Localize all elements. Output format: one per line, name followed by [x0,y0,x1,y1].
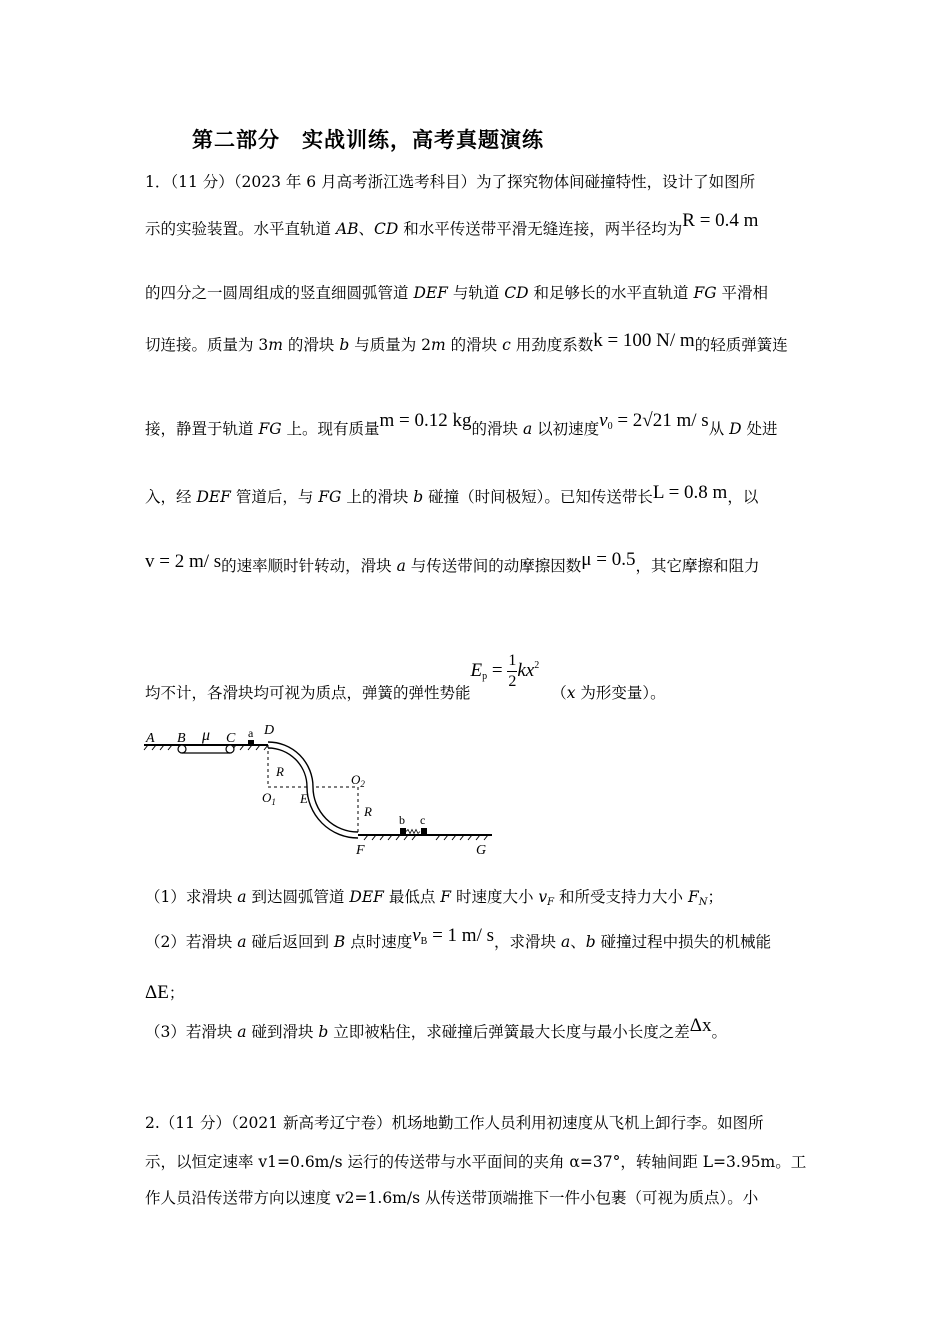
label-c: c [420,813,426,827]
q2-line-3: 作人员沿传送带方向以速度 v2=1.6m/s 从传送带顶端推下一件小包裹（可视为质点）。小 [145,1189,759,1207]
label-B: B [177,731,186,746]
elastic-energy-formula: $E_p$ = $\frac{1}{2}$ $kx^2$ [470,652,540,690]
spring-length-difference-symbol: Δx [689,1015,712,1036]
energy-loss-symbol: ΔE [145,982,169,1003]
label-D: D [264,723,275,738]
mass-equation: m = 0.12 kg [379,410,472,431]
section-title: 第二部分 实战训练，高考真题演练 [192,128,544,152]
label-a: a [248,726,254,740]
return-velocity-equation: $v_B = 1$ m/ s [412,925,495,947]
spring-constant-equation: k = 100 N/ m [593,330,695,351]
label-mu: μ [202,727,211,744]
q1-part-2-cont: ΔE； [145,982,185,1003]
radius-equation: R = 0.4 m [682,210,759,231]
q1-part-2: （2）若滑块 a 碰后返回到 B 点时速度$v_B = 1$ m/ s，求滑块 a、b 碰撞过程中损失的机械能 [145,925,772,951]
q1-line-6: 入，经 DEF 管道后，与 FG 上的滑块 b 碰撞（时间极短）。已知传送带长L = 0.8 m，以 [145,482,759,506]
slider-a [248,740,254,745]
q1-line-1: 1．（11 分）（2023 年 6 月高考浙江选考科目）为了探究物体间碰撞特性，设计了如图所 [145,173,756,191]
belt-length-equation: L = 0.8 m [652,482,728,503]
label-O2: $O_2$ [351,772,365,789]
label-E: E [300,791,308,806]
q1-part-1: （1）求滑块 a 到达圆弧管道 DEF 最低点 F 时速度大小 $v_F$ 和所受支持力大小 $F_N$； [145,888,723,908]
label-O1: $O_1$ [262,790,276,807]
slider-b [400,828,406,835]
q1-line-8: 均不计，各滑块均可视为质点，弹簧的弹性势能$E_p$ = $\frac{1}{2}$ $kx^2(x$ 为形变量）。 [145,652,666,702]
label-G: G [476,843,487,858]
label-R1: R [276,764,284,779]
q1-line-3: 的四分之一圆周组成的竖直细圆弧管道 DEF 与轨道 CD 和足够长的水平直轨道 FG 平滑相 [145,284,769,302]
initial-velocity-equation: $v_0 = 2√21$ m/ s [599,410,709,432]
slider-c [421,828,427,835]
q1-line-5: 接，静置于轨道 FG 上。现有质量m = 0.12 kg的滑块 a 以初速度$v_0 = 2√21$ m/ s从 D 处进 [145,410,778,438]
spring [406,830,420,834]
belt-speed-equation: v = 2 m/ s [145,551,222,572]
q1-line-2: 示的实验装置。水平直轨道 AB、CD 和水平传送带平滑无缝连接，两半径均为R = 0.4 m [145,210,759,238]
label-C: C [226,731,236,746]
label-b: b [399,813,405,827]
q2-line-2: 示，以恒定速率 v1=0.6m/s 运行的传送带与水平面间的夹角 α=37°，转轴间距 L=3.95m。工 [145,1153,807,1171]
q1-line-4: 切连接。质量为 3m 的滑块 b 与质量为 2m 的滑块 c 用劲度系数k = 100 N/ m的轻质弹簧连 [145,330,788,354]
apparatus-figure [140,718,500,858]
q1-line-7: v = 2 m/ s的速率顺时针转动，滑块 a 与传送带间的动摩擦因数μ = 0.5，其它摩擦和阻力 [145,549,760,575]
q1-part-3: （3）若滑块 a 碰到滑块 b 立即被粘住，求碰撞后弹簧最大长度与最小长度之差Δx。 [145,1015,728,1041]
conveyor-belt [178,745,234,753]
friction-coefficient-equation: μ = 0.5 [581,549,636,570]
label-A: A [146,731,155,746]
q2-line-1: 2.（11 分）（2021 新高考辽宁卷）机场地勤工作人员利用初速度从飞机上卸行李。如图所 [145,1114,764,1132]
label-R2: R [364,804,372,819]
label-F: F [356,843,365,858]
